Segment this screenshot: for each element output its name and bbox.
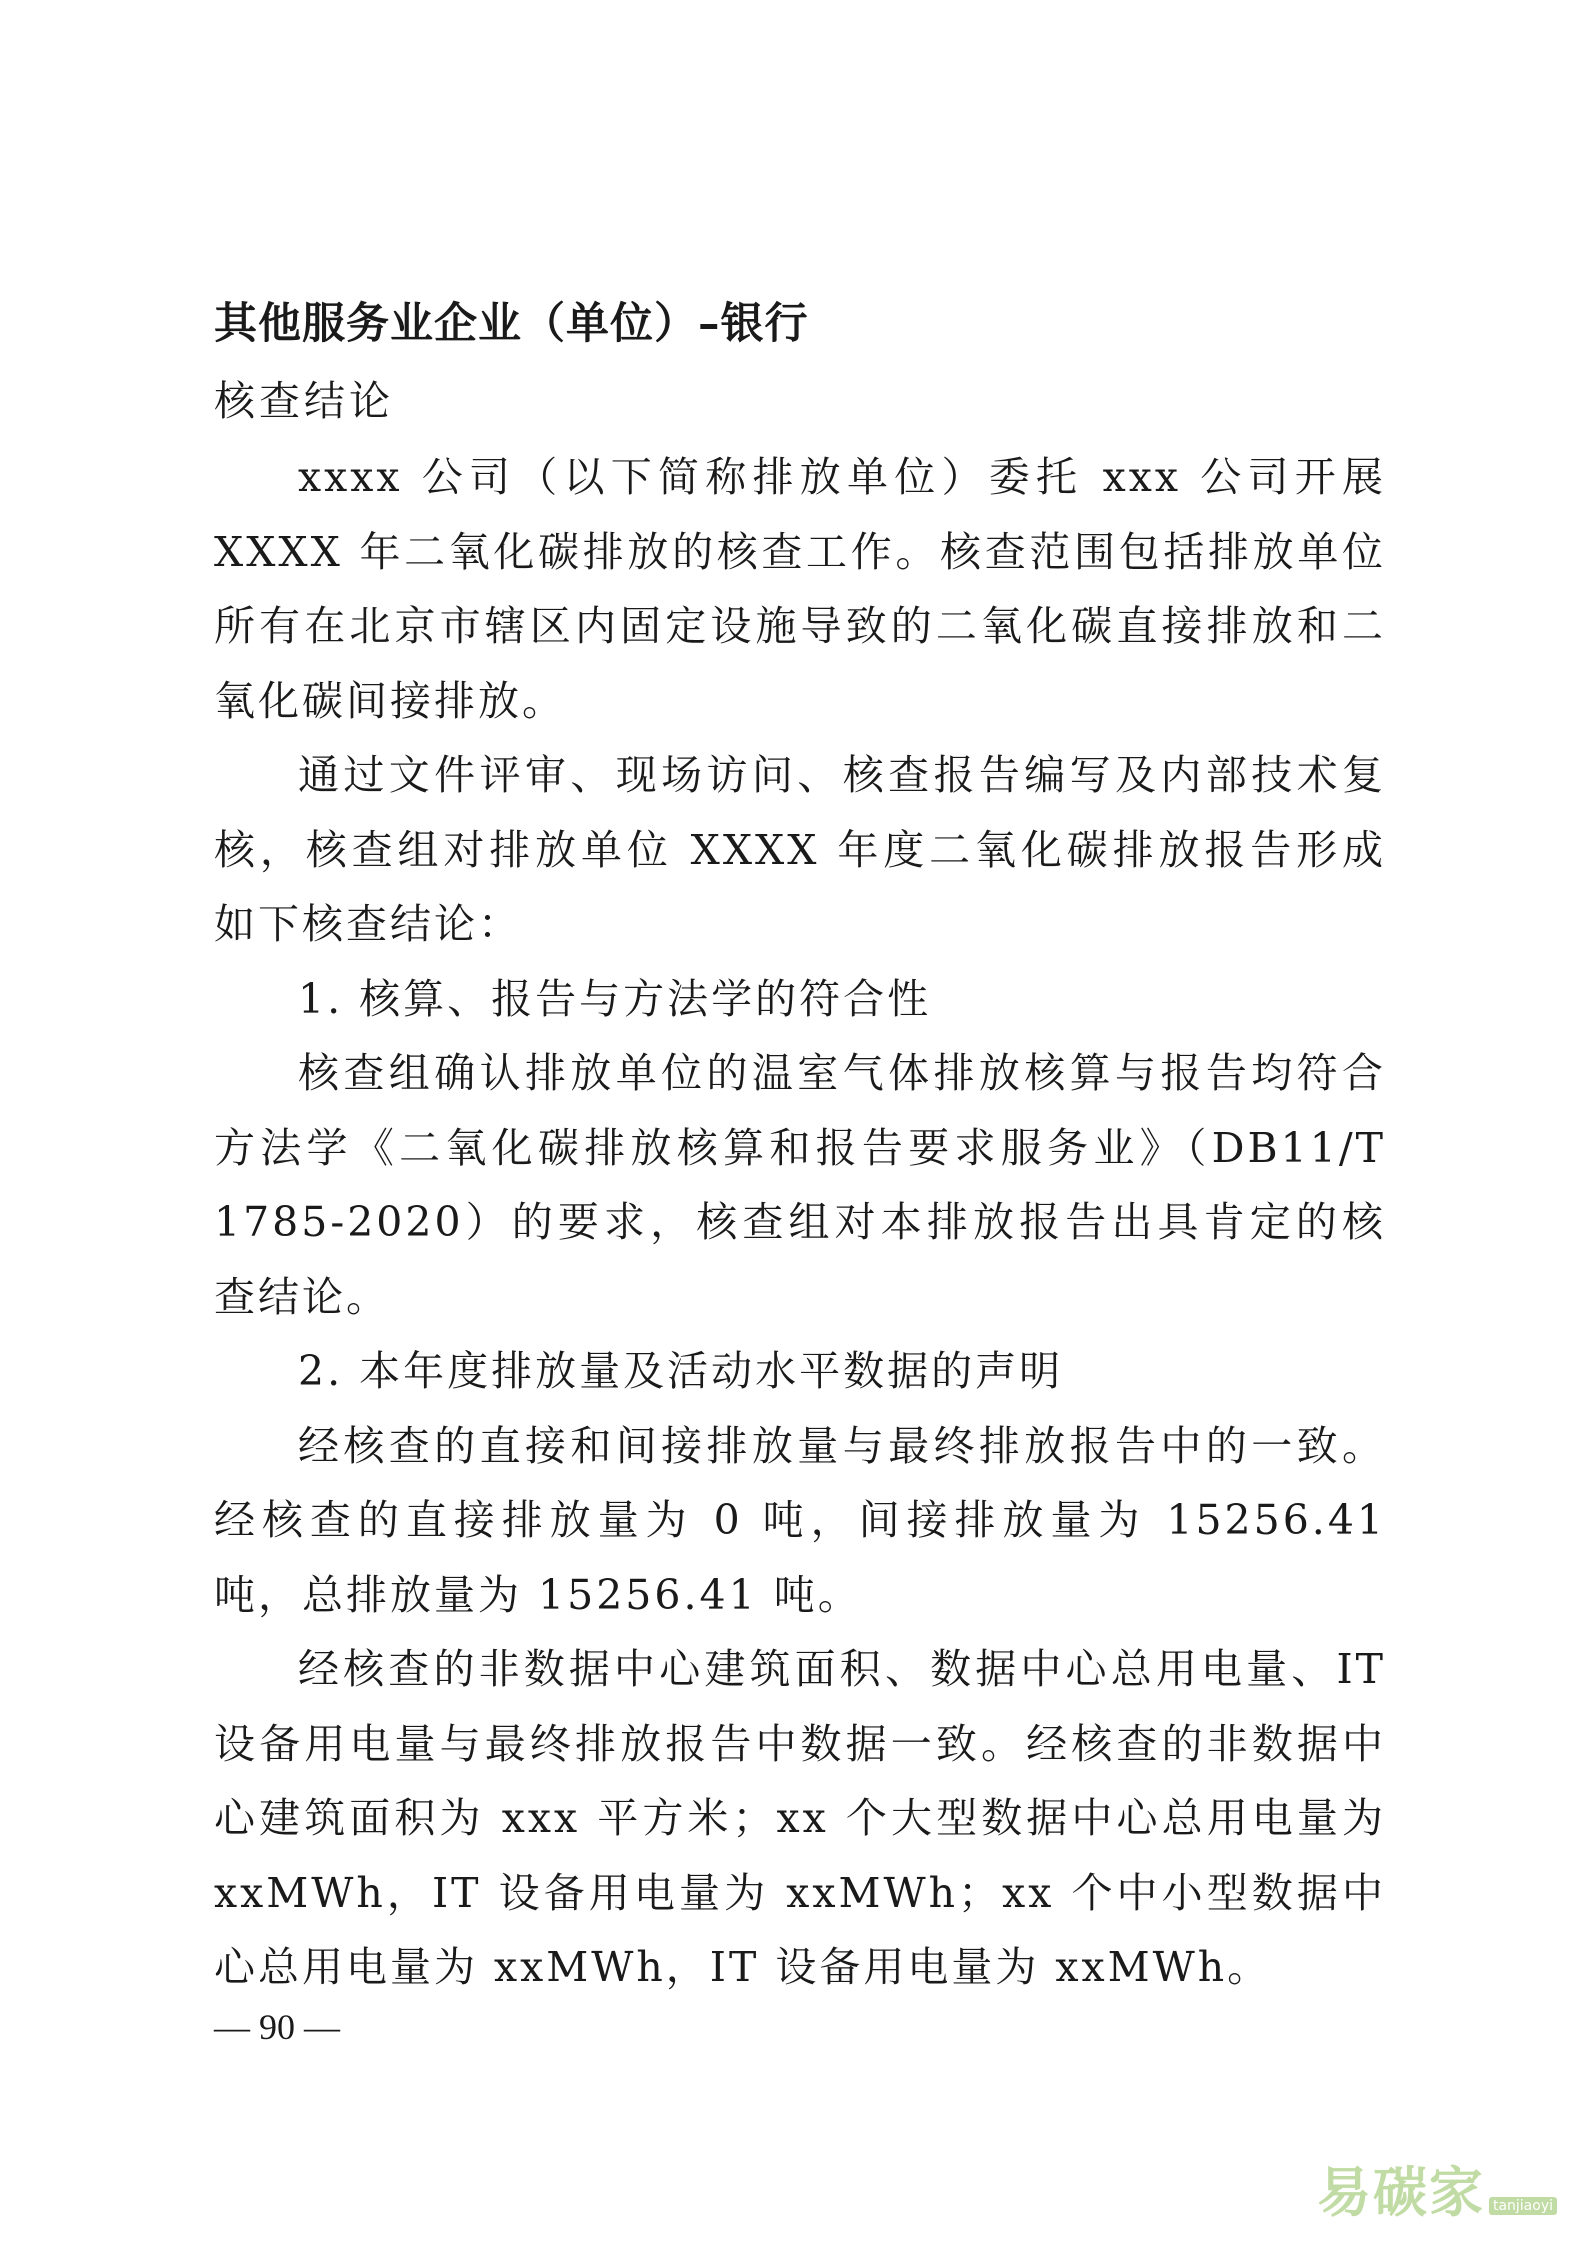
section-subheading: 核查结论 bbox=[214, 377, 394, 425]
body-text bbox=[214, 440, 1386, 2005]
watermark-domain: tanjiaoyi bbox=[1489, 2197, 1557, 2215]
paragraph-item-2-title: 2. 本年度排放量及活动水平数据的声明 bbox=[298, 1347, 1064, 1395]
paragraph-item-1-body: 核查组确认排放单位的温室气体排放核算与报告均符合方法学《二氧化碳排放核算和报告要求服务业》（DB11/T 1785-2020）的要求，核查组对本排放报告出具肯定的核查结论。 bbox=[214, 1049, 1386, 1321]
paragraph-activity-data: 经核查的非数据中心建筑面积、数据中心总用电量、IT 设备用电量与最终排放报告中数据一致。经核查的非数据中心建筑面积为 xxx 平方米；xx 个大型数据中心总用电量为 xxMWh，IT 设备用电量为 xxMWh；xx 个中小型数据中心总用电量为 xxMWh，IT 设备用电量为 xxMWh。 bbox=[214, 1645, 1386, 1991]
paragraph-item-2-body: 经核查的直接和间接排放量与最终排放报告中的一致。经核查的直接排放量为 0 吨，间接排放量为 15256.41 吨，总排放量为 15256.41 吨。 bbox=[214, 1421, 1386, 1619]
paragraph-item-1-title: 1. 核算、报告与方法学的符合性 bbox=[298, 974, 932, 1023]
page-number: — 90 — bbox=[214, 2007, 340, 2047]
paragraph-intro: xxxx 公司（以下简称排放单位）委托 xxx 公司开展 XXXX 年二氧化碳排放的核查工作。核查范围包括排放单位所有在北京市辖区内固定设施导致的二氧化碳直接排放和二氧化碳间接排放。 bbox=[214, 453, 1386, 725]
watermark-logo: 易碳家 bbox=[1316, 2161, 1485, 2224]
section-heading: 其他服务业企业（单位）–银行 bbox=[214, 299, 809, 349]
paragraph-review: 通过文件评审、现场访问、核查报告编写及内部技术复核，核查组对排放单位 XXXX 年度二氧化碳排放报告形成如下核查结论： bbox=[214, 751, 1386, 948]
watermark bbox=[1317, 2150, 1557, 2227]
